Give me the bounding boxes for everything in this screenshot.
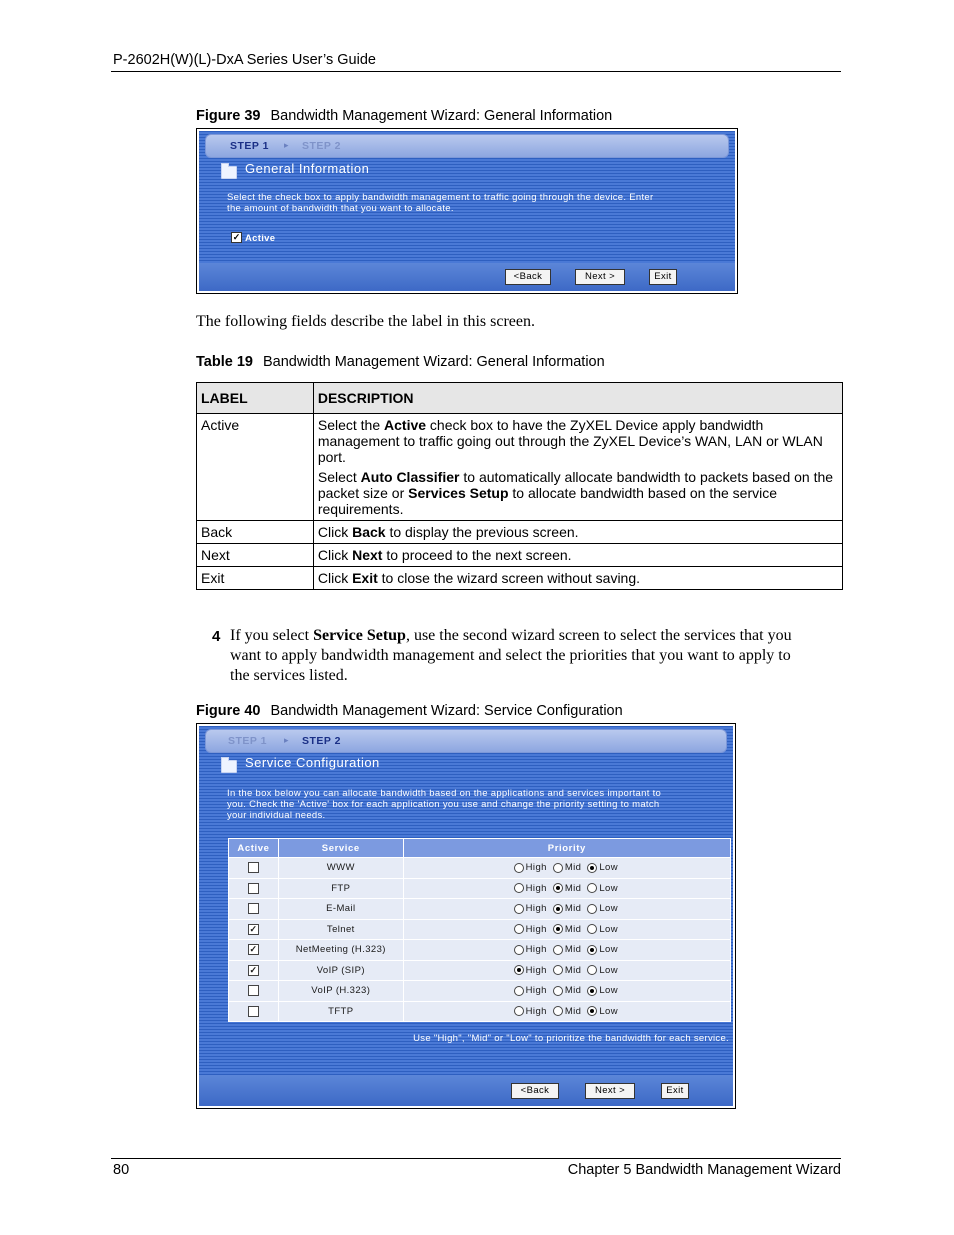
figure-40-caption-text: Bandwidth Management Wizard: Service Configuration (270, 703, 623, 719)
priority-high-radio[interactable] (514, 904, 524, 914)
row-label: Exit (197, 567, 314, 590)
row-description: Click Back to display the previous screen. (313, 521, 842, 544)
service-priority-cell (403, 1001, 730, 1022)
priority-high-radio[interactable] (514, 1006, 524, 1016)
service-active-cell (229, 878, 279, 899)
service-row (229, 981, 731, 1002)
step-2-tab[interactable]: STEP 2 (302, 735, 341, 747)
priority-mid-label: Mid (564, 923, 582, 935)
panel-title: Service Configuration (245, 755, 380, 770)
column-header-description: DESCRIPTION (313, 383, 842, 414)
priority-mid-radio[interactable] (553, 986, 563, 996)
table-row (197, 521, 843, 544)
next-button[interactable]: Next > (575, 269, 625, 285)
intro-paragraph: The following fields describe the label in this screen. (196, 313, 536, 330)
service-name: Telnet (278, 919, 403, 940)
service-active-cell (229, 899, 279, 920)
priority-low-label: Low (599, 903, 618, 915)
step-4-paragraph: If you select Service Setup, use the second wizard screen to select the services that you want to apply bandwidth management and select the priorities that you want to apply to the services listed. (230, 627, 792, 684)
priority-high-label: High (525, 985, 547, 997)
priority-low-radio[interactable] (587, 945, 597, 955)
service-name: E-Mail (278, 899, 403, 920)
figure-39-caption-text: Bandwidth Management Wizard: General Information (270, 108, 613, 124)
column-header-label: LABEL (197, 383, 314, 414)
priority-high-radio[interactable] (514, 863, 524, 873)
priority-mid-label: Mid (564, 985, 582, 997)
panel-title: General Information (245, 161, 370, 176)
service-priority-cell (403, 899, 730, 920)
priority-low-radio[interactable] (587, 904, 597, 914)
folder-icon (221, 166, 237, 179)
table-row (197, 544, 843, 567)
service-name: NetMeeting (H.323) (278, 940, 403, 961)
priority-high-radio[interactable] (514, 986, 524, 996)
service-active-checkbox[interactable] (248, 883, 259, 894)
row-description: Click Exit to close the wizard screen without saving. (313, 567, 842, 590)
service-active-cell (229, 981, 279, 1002)
service-priority-cell (403, 940, 730, 961)
service-table-header (229, 839, 731, 858)
row-description: Click Next to proceed to the next screen. (313, 544, 842, 567)
service-active-cell (229, 1001, 279, 1022)
row-description: Select the Active check box to have the ZyXEL Device apply bandwidth management to traffic going out through the ZyXEL Device’s WAN, LAN or WLAN port. Select Auto Classifier to automatically allocate bandwidth to packets based on the packet size or Services Setup to allocate bandwidth based on the service requirements. (313, 414, 842, 521)
footer-chapter: Chapter 5 Bandwidth Management Wizard (567, 1162, 841, 1178)
service-configuration-screenshot (196, 723, 736, 1109)
panel-instruction-line-2: the amount of bandwidth that you want to allocate. (227, 203, 454, 214)
panel-instruction-line-2: you. Check the 'Active' box for each application you use and change the priority setting to match (227, 799, 660, 810)
service-active-cell (229, 940, 279, 961)
service-priority-cell (403, 981, 730, 1002)
figure-40-label: Figure 40 (196, 703, 261, 719)
folder-icon (221, 760, 237, 773)
priority-low-label: Low (599, 964, 618, 976)
step-1-tab[interactable]: STEP 1 (230, 140, 269, 152)
priority-mid-label: Mid (564, 944, 582, 956)
wizard-steps-bar (205, 729, 727, 753)
priority-low-label: Low (599, 923, 618, 935)
service-row (229, 899, 731, 920)
priority-mid-radio[interactable] (553, 863, 563, 873)
table-header-row (197, 383, 843, 414)
priority-high-radio[interactable] (514, 883, 524, 893)
priority-low-radio[interactable] (587, 924, 597, 934)
service-active-checkbox[interactable]: ✓ (249, 944, 258, 955)
priority-mid-label: Mid (564, 882, 582, 894)
priority-high-label: High (525, 923, 547, 935)
figure-40-caption (196, 703, 623, 719)
priority-high-label: High (525, 944, 547, 956)
general-information-screenshot (196, 128, 738, 294)
priority-mid-label: Mid (564, 1005, 582, 1017)
row-label: Active (197, 414, 314, 521)
table-19-label: Table 19 (196, 354, 253, 370)
service-row (229, 858, 731, 879)
step-number: 4 (212, 628, 221, 645)
running-header: P-2602H(W)(L)-DxA Series User’s Guide (113, 52, 376, 68)
priority-low-label: Low (599, 1005, 618, 1017)
priority-high-label: High (525, 1005, 547, 1017)
priority-low-label: Low (599, 862, 618, 874)
column-header-priority: Priority (403, 839, 730, 858)
figure-39-caption (196, 108, 612, 124)
service-name: TFTP (278, 1001, 403, 1022)
priority-high-label: High (525, 882, 547, 894)
table-19-caption-text: Bandwidth Management Wizard: General Information (262, 354, 605, 370)
priority-mid-label: Mid (564, 903, 582, 915)
priority-low-radio[interactable] (587, 883, 597, 893)
button-bar (199, 1075, 733, 1106)
service-name: VoIP (H.323) (278, 981, 403, 1002)
service-row (229, 919, 731, 940)
step-arrow-icon: ▸ (284, 735, 289, 745)
button-bar (199, 263, 735, 291)
service-row (229, 1001, 731, 1022)
priority-high-radio[interactable] (514, 924, 524, 934)
priority-low-label: Low (599, 944, 618, 956)
exit-button[interactable]: Exit (649, 269, 677, 285)
priority-mid-radio[interactable] (553, 945, 563, 955)
footer-rule (111, 1158, 841, 1159)
table-row (197, 414, 843, 521)
priority-low-radio[interactable] (587, 986, 597, 996)
panel-instruction-line-1: In the box below you can allocate bandwidth based on the applications and services important to (227, 788, 662, 799)
back-button[interactable]: <Back (511, 1083, 559, 1099)
priority-high-label: High (525, 964, 547, 976)
step-1-tab[interactable]: STEP 1 (228, 735, 267, 747)
priority-high-radio[interactable] (514, 965, 524, 975)
service-priority-cell (403, 878, 730, 899)
service-row (229, 960, 731, 981)
exit-button[interactable]: Exit (661, 1083, 689, 1099)
service-row (229, 878, 731, 899)
priority-mid-label: Mid (564, 964, 582, 976)
service-active-checkbox[interactable]: ✓ (249, 964, 258, 975)
priority-low-label: Low (599, 985, 618, 997)
priority-low-radio[interactable] (587, 1006, 597, 1016)
priority-low-label: Low (599, 882, 618, 894)
description-table (196, 382, 843, 590)
service-name: VoIP (SIP) (278, 960, 403, 981)
service-priority-cell (403, 919, 730, 940)
service-row (229, 940, 731, 961)
panel-instruction-line-1: Select the check box to apply bandwidth management to traffic going through the device. Enter (227, 192, 654, 203)
priority-low-radio[interactable] (587, 965, 597, 975)
priority-mid-radio[interactable] (553, 883, 563, 893)
priority-mid-radio[interactable] (553, 965, 563, 975)
priority-mid-radio[interactable] (553, 904, 563, 914)
service-name: FTP (278, 878, 403, 899)
priority-mid-radio[interactable] (553, 924, 563, 934)
header-rule (111, 71, 841, 72)
row-label: Next (197, 544, 314, 567)
table-19-caption (196, 354, 605, 370)
priority-mid-label: Mid (564, 862, 582, 874)
wizard-steps-bar (205, 134, 729, 158)
table-row (197, 567, 843, 590)
row-label: Back (197, 521, 314, 544)
service-table (228, 838, 731, 1022)
service-priority-cell (403, 858, 730, 879)
active-checkbox[interactable]: ✓ (232, 232, 241, 242)
column-header-active: Active (229, 839, 279, 858)
service-priority-cell (403, 960, 730, 981)
service-active-cell (229, 858, 279, 879)
column-header-service: Service (278, 839, 403, 858)
figure-39-label: Figure 39 (196, 108, 261, 124)
step-2-tab[interactable]: STEP 2 (302, 140, 341, 152)
active-checkbox-label: Active (245, 233, 276, 244)
service-name: WWW (278, 858, 403, 879)
service-active-checkbox[interactable]: ✓ (249, 923, 258, 934)
service-active-checkbox[interactable] (248, 903, 259, 914)
service-active-checkbox[interactable] (248, 862, 259, 873)
service-active-checkbox[interactable] (248, 985, 259, 996)
page-number: 80 (113, 1162, 130, 1178)
service-active-cell (229, 960, 279, 981)
service-active-cell (229, 919, 279, 940)
priority-high-label: High (525, 903, 547, 915)
priority-high-label: High (525, 862, 547, 874)
back-button[interactable]: <Back (505, 269, 551, 285)
step-arrow-icon: ▸ (284, 140, 289, 150)
priority-high-radio[interactable] (514, 945, 524, 955)
priority-low-radio[interactable] (587, 863, 597, 873)
service-active-checkbox[interactable] (248, 1006, 259, 1017)
priority-note: Use "High", "Mid" or "Low" to prioritize the bandwidth for each service. (413, 1033, 729, 1044)
priority-mid-radio[interactable] (553, 1006, 563, 1016)
panel-instruction-line-3: your individual needs. (227, 810, 326, 821)
next-button[interactable]: Next > (585, 1083, 635, 1099)
